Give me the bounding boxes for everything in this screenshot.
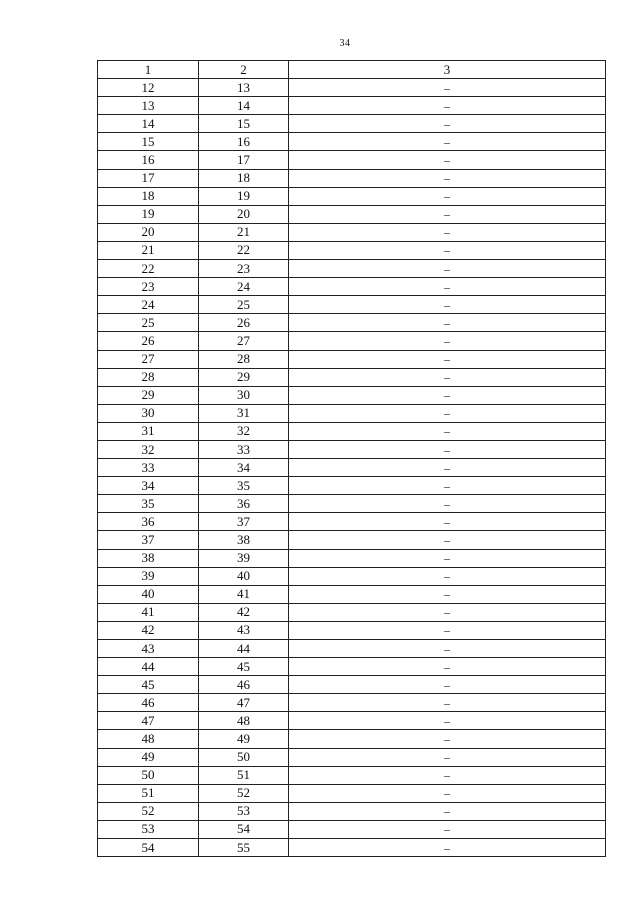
table-cell-col-3: – [289, 839, 606, 857]
table-row [98, 495, 606, 513]
table-cell-col-1: 42 [98, 621, 199, 639]
table-cell-col-3: – [289, 350, 606, 368]
table-cell-col-2: 42 [199, 603, 289, 621]
column-header-2: 2 [199, 61, 289, 79]
table-cell-col-3: – [289, 784, 606, 802]
table-cell-col-2: 40 [199, 567, 289, 585]
table-cell-col-1: 30 [98, 404, 199, 422]
table-cell-col-3: – [289, 567, 606, 585]
table-cell-col-2: 46 [199, 676, 289, 694]
table-cell-col-1: 27 [98, 350, 199, 368]
table-row [98, 585, 606, 603]
table-cell-col-2: 47 [199, 694, 289, 712]
table-row [98, 459, 606, 477]
table-cell-col-1: 45 [98, 676, 199, 694]
table-cell-col-3: – [289, 640, 606, 658]
table-cell-col-2: 19 [199, 187, 289, 205]
table-row [98, 350, 606, 368]
table-cell-col-3: – [289, 802, 606, 820]
table-cell-col-3: – [289, 495, 606, 513]
table-cell-col-2: 32 [199, 422, 289, 440]
table-row [98, 133, 606, 151]
table-row [98, 513, 606, 531]
page-number: 34 [339, 38, 351, 49]
table-cell-col-3: – [289, 603, 606, 621]
table-cell-col-3: – [289, 296, 606, 314]
table-cell-col-3: – [289, 477, 606, 495]
table-cell-col-2: 51 [199, 766, 289, 784]
table-row [98, 567, 606, 585]
table-cell-col-3: – [289, 187, 606, 205]
table-cell-col-2: 39 [199, 549, 289, 567]
table-row [98, 97, 606, 115]
table-cell-col-2: 28 [199, 350, 289, 368]
table-row [98, 386, 606, 404]
table-cell-col-3: – [289, 368, 606, 386]
table-header [98, 61, 606, 79]
table-cell-col-1: 28 [98, 368, 199, 386]
table-cell-col-1: 32 [98, 440, 199, 458]
table-cell-col-3: – [289, 513, 606, 531]
table-cell-col-1: 54 [98, 839, 199, 857]
table-row [98, 115, 606, 133]
table-row [98, 205, 606, 223]
table-cell-col-2: 20 [199, 205, 289, 223]
table-cell-col-1: 19 [98, 205, 199, 223]
table-cell-col-2: 49 [199, 730, 289, 748]
table-row [98, 404, 606, 422]
table-cell-col-2: 55 [199, 839, 289, 857]
table-row [98, 802, 606, 820]
table-row [98, 640, 606, 658]
table-cell-col-1: 12 [98, 79, 199, 97]
table-row [98, 621, 606, 639]
table-cell-col-3: – [289, 278, 606, 296]
table-row [98, 241, 606, 259]
table-cell-col-2: 54 [199, 820, 289, 838]
table-cell-col-2: 34 [199, 459, 289, 477]
table-row [98, 531, 606, 549]
table-cell-col-2: 23 [199, 260, 289, 278]
table-cell-col-1: 46 [98, 694, 199, 712]
table-cell-col-1: 17 [98, 169, 199, 187]
table-cell-col-2: 35 [199, 477, 289, 495]
table-row [98, 748, 606, 766]
table-cell-col-1: 43 [98, 640, 199, 658]
table-cell-col-3: – [289, 459, 606, 477]
table-cell-col-1: 34 [98, 477, 199, 495]
table-cell-col-2: 25 [199, 296, 289, 314]
table-cell-col-1: 21 [98, 241, 199, 259]
table-cell-col-3: – [289, 549, 606, 567]
table-row [98, 712, 606, 730]
table-cell-col-2: 37 [199, 513, 289, 531]
table-cell-col-1: 13 [98, 97, 199, 115]
table-cell-col-1: 39 [98, 567, 199, 585]
table-cell-col-3: – [289, 169, 606, 187]
table-cell-col-1: 18 [98, 187, 199, 205]
table-cell-col-1: 16 [98, 151, 199, 169]
table-cell-col-2: 45 [199, 658, 289, 676]
table-row [98, 296, 606, 314]
table-row [98, 820, 606, 838]
table-cell-col-2: 29 [199, 368, 289, 386]
table-cell-col-1: 51 [98, 784, 199, 802]
table-cell-col-1: 24 [98, 296, 199, 314]
table-row [98, 79, 606, 97]
table-cell-col-1: 49 [98, 748, 199, 766]
table-cell-col-2: 41 [199, 585, 289, 603]
table-cell-col-1: 33 [98, 459, 199, 477]
table-cell-col-1: 50 [98, 766, 199, 784]
table-cell-col-3: – [289, 422, 606, 440]
table-cell-col-3: – [289, 332, 606, 350]
table-cell-col-3: – [289, 205, 606, 223]
table-cell-col-2: 18 [199, 169, 289, 187]
table-cell-col-1: 31 [98, 422, 199, 440]
table-row [98, 422, 606, 440]
table-row [98, 440, 606, 458]
table-cell-col-2: 16 [199, 133, 289, 151]
table-cell-col-2: 21 [199, 223, 289, 241]
table-cell-col-1: 48 [98, 730, 199, 748]
table-cell-col-3: – [289, 260, 606, 278]
table-cell-col-3: – [289, 223, 606, 241]
table-cell-col-3: – [289, 133, 606, 151]
table-row [98, 314, 606, 332]
table-cell-col-3: – [289, 79, 606, 97]
data-table [97, 60, 606, 857]
table-cell-col-2: 17 [199, 151, 289, 169]
table-cell-col-2: 27 [199, 332, 289, 350]
table-cell-col-1: 44 [98, 658, 199, 676]
table-cell-col-3: – [289, 151, 606, 169]
table-row [98, 730, 606, 748]
table-row [98, 658, 606, 676]
header-row [98, 61, 606, 79]
table-cell-col-3: – [289, 730, 606, 748]
table-cell-col-1: 53 [98, 820, 199, 838]
table-cell-col-2: 31 [199, 404, 289, 422]
table-cell-col-2: 48 [199, 712, 289, 730]
table-row [98, 766, 606, 784]
table-cell-col-1: 23 [98, 278, 199, 296]
table-row [98, 839, 606, 857]
table-cell-col-2: 44 [199, 640, 289, 658]
table-row [98, 169, 606, 187]
table-cell-col-1: 40 [98, 585, 199, 603]
table-cell-col-1: 26 [98, 332, 199, 350]
table-cell-col-1: 38 [98, 549, 199, 567]
table-cell-col-3: – [289, 694, 606, 712]
table-cell-col-2: 53 [199, 802, 289, 820]
table-cell-col-3: – [289, 621, 606, 639]
column-header-1: 1 [98, 61, 199, 79]
table-cell-col-3: – [289, 712, 606, 730]
table-cell-col-2: 52 [199, 784, 289, 802]
table-row [98, 694, 606, 712]
table-cell-col-3: – [289, 585, 606, 603]
table-cell-col-2: 14 [199, 97, 289, 115]
table-cell-col-1: 52 [98, 802, 199, 820]
table-row [98, 223, 606, 241]
table-cell-col-1: 25 [98, 314, 199, 332]
table-cell-col-3: – [289, 766, 606, 784]
table-cell-col-2: 26 [199, 314, 289, 332]
table-cell-col-1: 22 [98, 260, 199, 278]
table-cell-col-1: 37 [98, 531, 199, 549]
table-row [98, 477, 606, 495]
table-row [98, 549, 606, 567]
table-row [98, 603, 606, 621]
table-cell-col-1: 47 [98, 712, 199, 730]
table-cell-col-3: – [289, 386, 606, 404]
table-cell-col-2: 38 [199, 531, 289, 549]
table-row [98, 784, 606, 802]
table-cell-col-1: 15 [98, 133, 199, 151]
table-cell-col-3: – [289, 404, 606, 422]
table-cell-col-1: 35 [98, 495, 199, 513]
table-cell-col-3: – [289, 820, 606, 838]
table-row [98, 332, 606, 350]
table-body [98, 79, 606, 857]
table-cell-col-2: 15 [199, 115, 289, 133]
table-cell-col-3: – [289, 658, 606, 676]
table-cell-col-1: 20 [98, 223, 199, 241]
table-cell-col-3: – [289, 314, 606, 332]
table-cell-col-2: 50 [199, 748, 289, 766]
table-cell-col-2: 33 [199, 440, 289, 458]
table-cell-col-2: 24 [199, 278, 289, 296]
table-cell-col-2: 36 [199, 495, 289, 513]
table-cell-col-3: – [289, 748, 606, 766]
table-cell-col-2: 30 [199, 386, 289, 404]
column-header-3: 3 [289, 61, 606, 79]
table-cell-col-3: – [289, 97, 606, 115]
table-cell-col-1: 36 [98, 513, 199, 531]
table-cell-col-1: 29 [98, 386, 199, 404]
table-row [98, 676, 606, 694]
table-cell-col-3: – [289, 531, 606, 549]
table-row [98, 368, 606, 386]
table-row [98, 278, 606, 296]
table-row [98, 187, 606, 205]
table-row [98, 260, 606, 278]
table-cell-col-3: – [289, 241, 606, 259]
table-cell-col-1: 41 [98, 603, 199, 621]
table-cell-col-3: – [289, 440, 606, 458]
table-cell-col-3: – [289, 115, 606, 133]
table-cell-col-2: 43 [199, 621, 289, 639]
table-cell-col-2: 22 [199, 241, 289, 259]
table-row [98, 151, 606, 169]
table-cell-col-1: 14 [98, 115, 199, 133]
table-cell-col-2: 13 [199, 79, 289, 97]
table-cell-col-3: – [289, 676, 606, 694]
